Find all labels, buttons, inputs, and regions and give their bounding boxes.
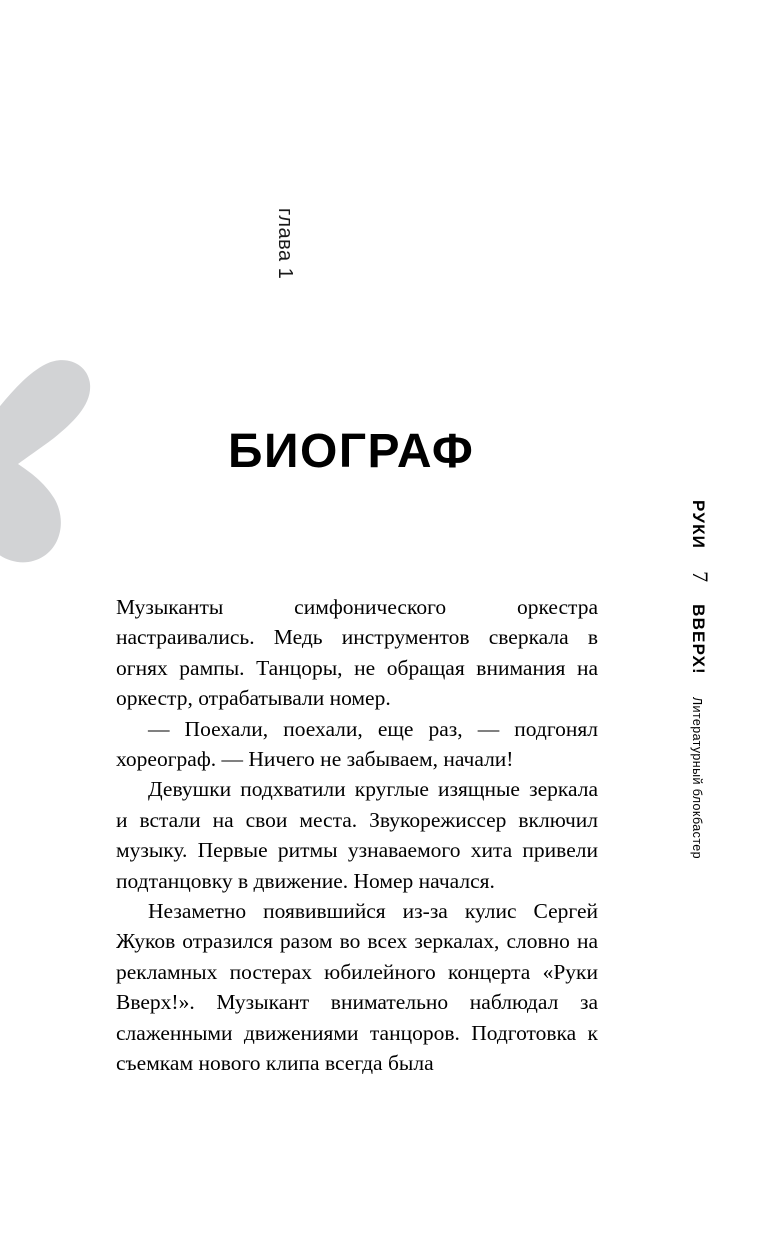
chapter-label: глава 1 [274,208,296,280]
running-head-brand-first: РУКИ [689,500,708,550]
paragraph: Музыканты симфонического оркестра настраивались. Медь инструментов сверкала в огнях рампы. Танцоры, не обращая внимания на оркестр, отрабатывали номер. [116,595,598,711]
paragraph: Девушки подхватили круглые изящные зеркала и встали на свои места. Звукорежиссер включил музыку. Первые ритмы узнаваемого хита привели подтанцовку в движение. Номер начался. [116,777,598,893]
running-head [688,500,728,1020]
body-text [116,592,598,1079]
paragraph: Незаметно появившийся из-за кулис Сергей Жуков отразился разом во всех зеркалах, словно на рекламных постерах юбилейного концерта «Руки Вверх!». Музыкант внимательно наблюдал за слаженными движениями танцоров. Подготовка к съемкам нового клипа всегда была [116,899,598,1076]
running-head-brand-second: ВВЕРХ! [689,604,708,675]
page-number: 7 [688,571,713,583]
page-title: БИОГРАФ [228,425,475,479]
paragraph: — Поехали, поехали, еще раз, — подгонял хореограф. — Ничего не забываем, начали! [116,716,598,772]
running-head-tagline: Литературный блокбастер [690,696,704,860]
letter-k-mark-icon [0,330,152,590]
